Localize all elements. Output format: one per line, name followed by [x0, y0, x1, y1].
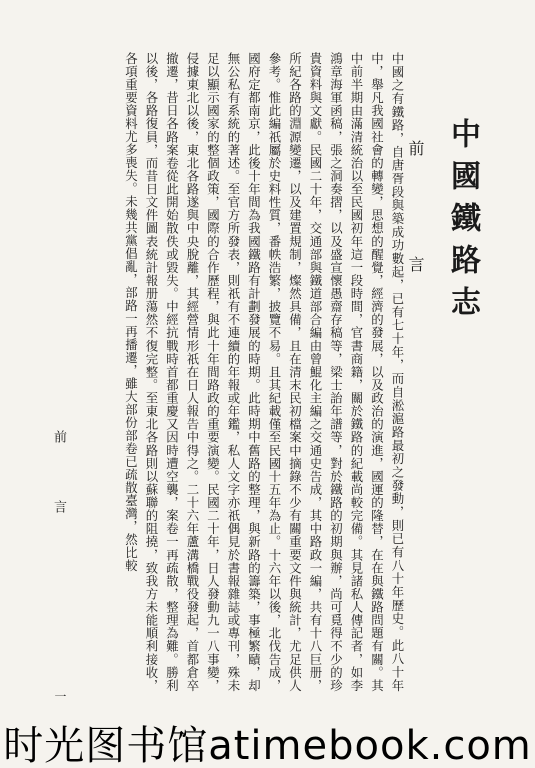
watermark: 时光图书馆atimebook.com [3, 722, 532, 768]
book-title: 中國鐵路志 [445, 118, 480, 328]
running-head: 前 言 [51, 430, 66, 535]
preface-heading: 前 言 [406, 140, 425, 314]
body-text: 中國之有鐵路，自唐胥段與築成功數起，已有七十年，而自淞滬路最初之發動，則已有八十年歷史。此八十年中，舉凡我國社會的轉變，思想的醒覺，經濟的發展，以及政治的演進，國運的隆替，在在與鐵路問題有關。其中前半期由滿清統治以至民國初年這一段時間，官書商籍，關於鐵路的紀載尚較完備。其見諸私人傳記者，如李鴻章海軍函稿，張之洞奏摺，以及盛宣懷愚齋存稿等，梁士詒年譜等，對於鐵路的初期與辦，尚可覓得不少的珍貴資料與文獻。民國二十年，交通部與鐵道部合編由曾鯤化主編之交通史告成，其中路政一編，共有十八巨册，所紀各路的淵源變遷，以及建置規制，燦然具備，且在清末民初檔案中摘錄不少有關重要文件與統計，尤足供人參考。惟此編祇屬於史料性質，番帙浩繁，披覽不易。且其紀載僅至民國十五年為止。十六年以後，北伐告成，國府定都南京，此後十年間為我國鐵路有計劃發展的時期。此時期中舊路的整理，與新路的籌築，事極繁賾，却無公私有系統的著述。至官方所發表，則祇有不連續的年報或年鑑，私人文字亦祇偶見於書報雜誌或專刊，殊未足以顯示國家的整個政策，國際的合作歷程，與此十年間路政的重要演變。民國二十年，日人發動九一八事變，侵據東北以後，東北各路遂與中央脫離，其經營情形祇在日人報告中得之。二十六年蘆溝橋戰役發起，首都倉卒撤遷，昔日各路案卷從此開始散佚或毀失。中經抗戰時首都重慶又因時遭空襲，案卷一再疏散，整理為難。勝利以後，各路復員，而昔日文件圖表統計報册蕩然不復完整。至東北各路則以蘇聯的阻撓，致我方未能順利接收，各項重要資料尤多喪失。未幾共黨倡亂，部路一再播遷，雖大部份部卷已疏散臺灣，然比較 [123, 52, 405, 692]
page-number: 一 [53, 690, 67, 702]
